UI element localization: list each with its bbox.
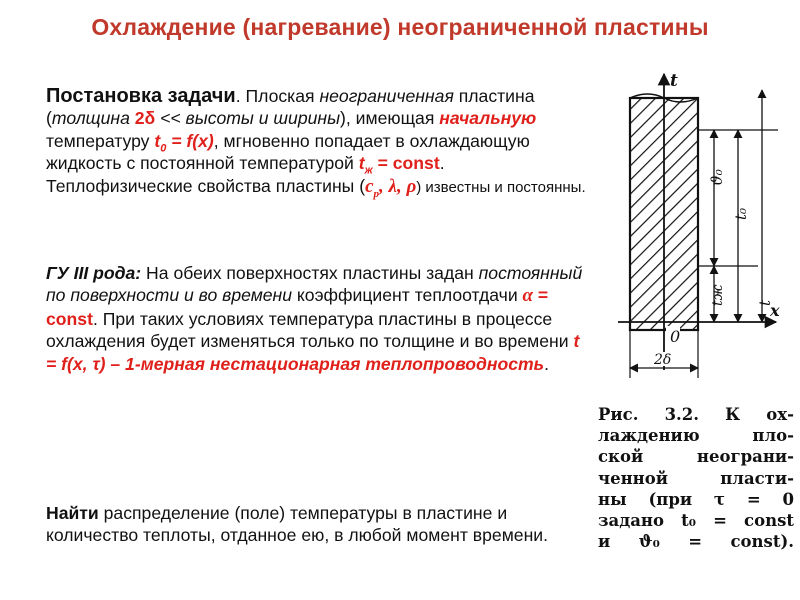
problem-heading: Постановка задачи (46, 85, 236, 107)
bc-heading: ГУ III рода: (46, 263, 142, 283)
thickness-label: 2δ (654, 352, 672, 368)
boundary-conditions: ГУ III рода: На обеих поверхностях пластины задан постоянный по поверхности и во времени коэффициент теплоотдачи α = const. При таких условиях температура пластины в процессе охлаждения будет изменяться только по толщине и во времени t = f(x, τ) – 1-мерная нестационарная теплопроводность. (46, 263, 583, 374)
axis-x-label: x (770, 301, 780, 320)
initial-word: начальную (439, 108, 537, 129)
t0-label: t₀ (732, 207, 750, 220)
origin-label: 0 (670, 327, 681, 346)
alpha-symbol: α (522, 285, 534, 307)
problem-statement: Постановка задачи. Плоская неограниченная пластина (толщина 2δ << высоты и ширины), имеющая начальную температуру $t_0 = f(x)$, мгновенно попадает в охлаждающую жидкость с постоянной температурой $t_ж$ = const. Теплофизические свойства пластины ($c_p$, λ, ρ) известны и постоянны. (46, 85, 586, 200)
initial-temp-formula: $t_0 = f(x)$ (154, 130, 214, 155)
theta0-label: ϑ₀ (708, 169, 726, 186)
thickness-value: 2δ (134, 108, 156, 129)
find-heading: Найти (46, 503, 99, 523)
tzh-label: tж (710, 284, 726, 306)
plate-diagram (598, 70, 794, 400)
axis-t-label: t (670, 71, 678, 91)
page-title: Охлаждение (нагревание) неограниченной пластины (91, 14, 709, 40)
figure-caption: Рис. 3.2. К ох- лаждению пло- ской неограни- ченной пласти- ны (при τ = 0 задано t₀ = const и ϑ₀ = const). (598, 405, 794, 552)
t-label: t (756, 299, 774, 306)
function-formula: t = f(x, τ) (46, 331, 580, 374)
find-statement: Найти распределение (поле) температуры в пластине и количество теплоты, отданное ею, в любой момент времени. (46, 503, 549, 546)
liquid-temp-formula: $t_ж$ = const (358, 153, 440, 177)
nonstationary-term: – 1-мерная нестационарная теплопроводность (105, 353, 545, 374)
properties-formula: $c_p$, λ, ρ (365, 175, 417, 200)
